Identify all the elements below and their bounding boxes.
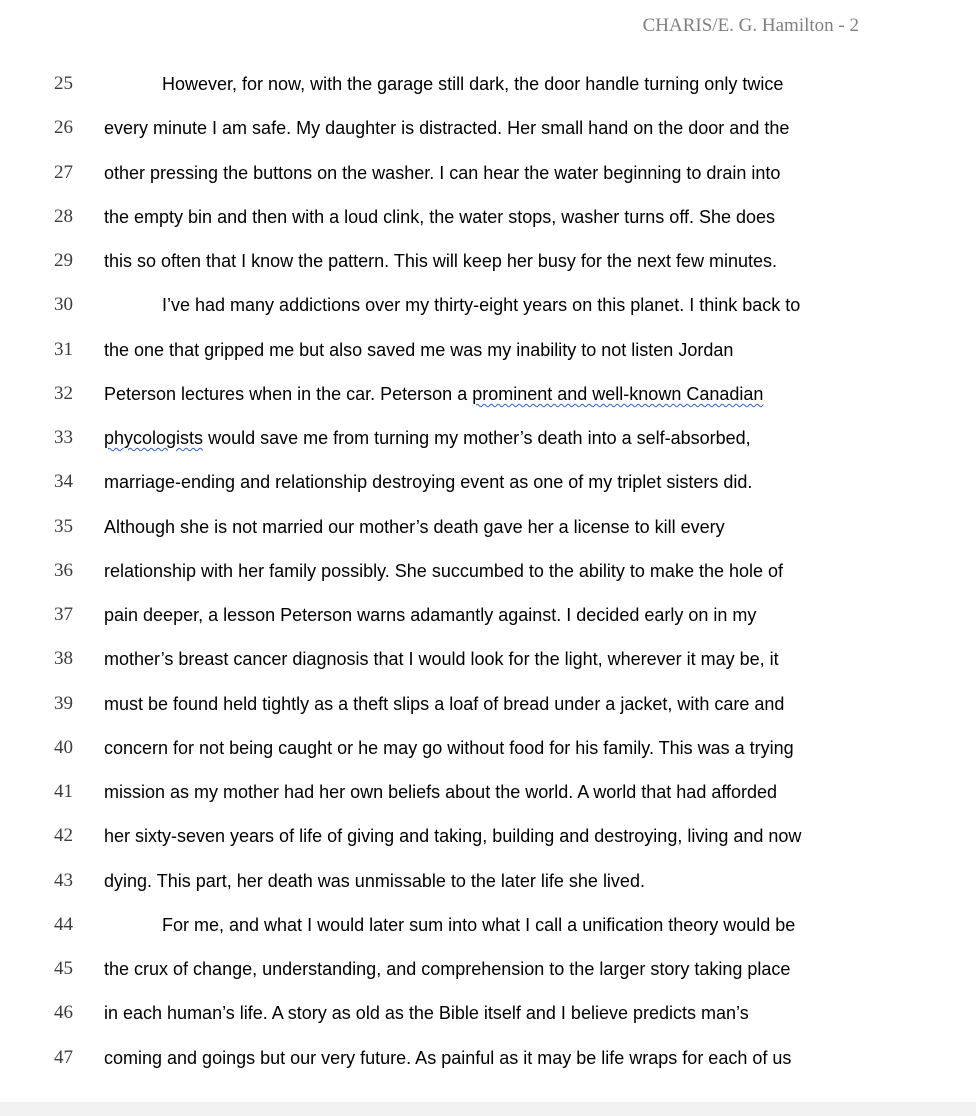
text-line <box>0 770 976 814</box>
line-number: 36 <box>54 559 73 581</box>
line-number: 41 <box>54 781 73 802</box>
line-text-segment: would save me from turning my mother’s death into a self-absorbed, <box>203 428 751 448</box>
line-text-segment: Peterson lectures when in the car. Peterson a <box>104 383 473 404</box>
text-line <box>0 814 976 858</box>
text-line <box>0 460 976 504</box>
text-line <box>0 239 976 283</box>
line-number: 27 <box>54 161 73 183</box>
line-number: 34 <box>54 471 73 493</box>
line-number: 29 <box>54 250 73 271</box>
line-number: 40 <box>54 736 73 758</box>
line-text[interactable]: the one that gripped me but also saved me was my inability to not listen Jordan <box>104 339 734 360</box>
text-line <box>0 106 976 150</box>
line-text[interactable]: dying. This part, her death was unmissable to the later life she lived. <box>104 870 645 891</box>
line-number: 44 <box>54 913 73 935</box>
line-number: 46 <box>54 1002 73 1024</box>
line-number: 31 <box>54 338 73 360</box>
line-text[interactable]: the empty bin and then with a loud clink, the water stops, washer turns off. She does <box>104 206 776 227</box>
page-bottom-edge <box>0 1102 976 1116</box>
text-line <box>0 859 976 903</box>
line-number: 30 <box>54 294 73 316</box>
text-line <box>0 991 976 1035</box>
line-number: 45 <box>54 958 73 979</box>
text-line <box>0 283 976 327</box>
line-text[interactable]: For me, and what I would later sum into what I call a unification theory would be <box>162 914 796 935</box>
line-text[interactable] <box>104 426 751 450</box>
line-text[interactable]: However, for now, with the garage still dark, the door handle turning only twice <box>162 74 784 94</box>
line-text[interactable]: this so often that I know the pattern. This will keep her busy for the next few minutes. <box>104 251 778 271</box>
line-text[interactable]: every minute I am safe. My daughter is distracted. Her small hand on the door and the <box>104 118 790 139</box>
line-number: 47 <box>54 1046 73 1068</box>
text-line <box>0 328 976 372</box>
text-line <box>0 549 976 593</box>
text-line <box>0 726 976 770</box>
line-text[interactable]: pain deeper, a lesson Peterson warns adamantly against. I decided early on in my <box>104 605 757 625</box>
line-text[interactable]: relationship with her family possibly. She succumbed to the ability to make the hole of <box>104 560 784 581</box>
line-text[interactable]: in each human’s life. A story as old as the Bible itself and I believe predicts man’s <box>104 1003 749 1024</box>
text-line <box>0 903 976 947</box>
text-line <box>0 593 976 637</box>
text-line <box>0 947 976 991</box>
spelling-flagged-text[interactable]: prominent and well-known Canadian <box>472 383 764 404</box>
line-number: 28 <box>54 205 73 227</box>
line-number: 32 <box>54 382 73 404</box>
line-number: 35 <box>54 515 73 537</box>
line-text[interactable]: coming and goings but our very future. As painful as it may be life wraps for each of us <box>104 1047 792 1068</box>
line-text[interactable]: concern for not being caught or he may go without food for his family. This was a trying <box>104 737 794 758</box>
line-number: 26 <box>54 117 73 139</box>
line-text[interactable]: must be found held tightly as a theft slips a loaf of bread under a jacket, with care and <box>104 693 785 714</box>
text-line <box>0 1036 976 1080</box>
text-line <box>0 682 976 726</box>
line-text[interactable]: mother’s breast cancer diagnosis that I would look for the light, wherever it may be, it <box>104 649 779 670</box>
spelling-flagged-text[interactable]: phycologists <box>104 428 204 448</box>
text-line <box>0 151 976 195</box>
document-body <box>0 62 976 1080</box>
line-number: 37 <box>54 604 73 625</box>
line-number: 43 <box>54 869 73 891</box>
running-header: CHARIS/E. G. Hamilton - 2 <box>642 15 859 36</box>
line-text[interactable]: I’ve had many addictions over my thirty-eight years on this planet. I think back to <box>162 295 801 316</box>
line-text[interactable]: mission as my mother had her own beliefs about the world. A world that had afforded <box>104 782 778 802</box>
text-line <box>0 372 976 416</box>
line-text[interactable]: other pressing the buttons on the washer. I can hear the water beginning to drain into <box>104 162 781 183</box>
text-line <box>0 195 976 239</box>
line-number: 38 <box>54 648 73 670</box>
line-number: 33 <box>54 427 73 448</box>
line-number: 39 <box>54 692 73 714</box>
line-number: 25 <box>54 73 73 94</box>
text-line <box>0 62 976 106</box>
text-line <box>0 505 976 549</box>
line-number: 42 <box>54 825 73 847</box>
line-text[interactable]: Although she is not married our mother’s death gave her a license to kill every <box>104 516 725 537</box>
line-text[interactable]: the crux of change, understanding, and comprehension to the larger story taking place <box>104 959 791 979</box>
text-line <box>0 416 976 460</box>
text-line <box>0 637 976 681</box>
line-text[interactable] <box>104 382 763 406</box>
line-text[interactable]: marriage-ending and relationship destroying event as one of my triplet sisters did. <box>104 472 753 493</box>
line-text[interactable]: her sixty-seven years of life of giving and taking, building and destroying, living and now <box>104 826 802 847</box>
